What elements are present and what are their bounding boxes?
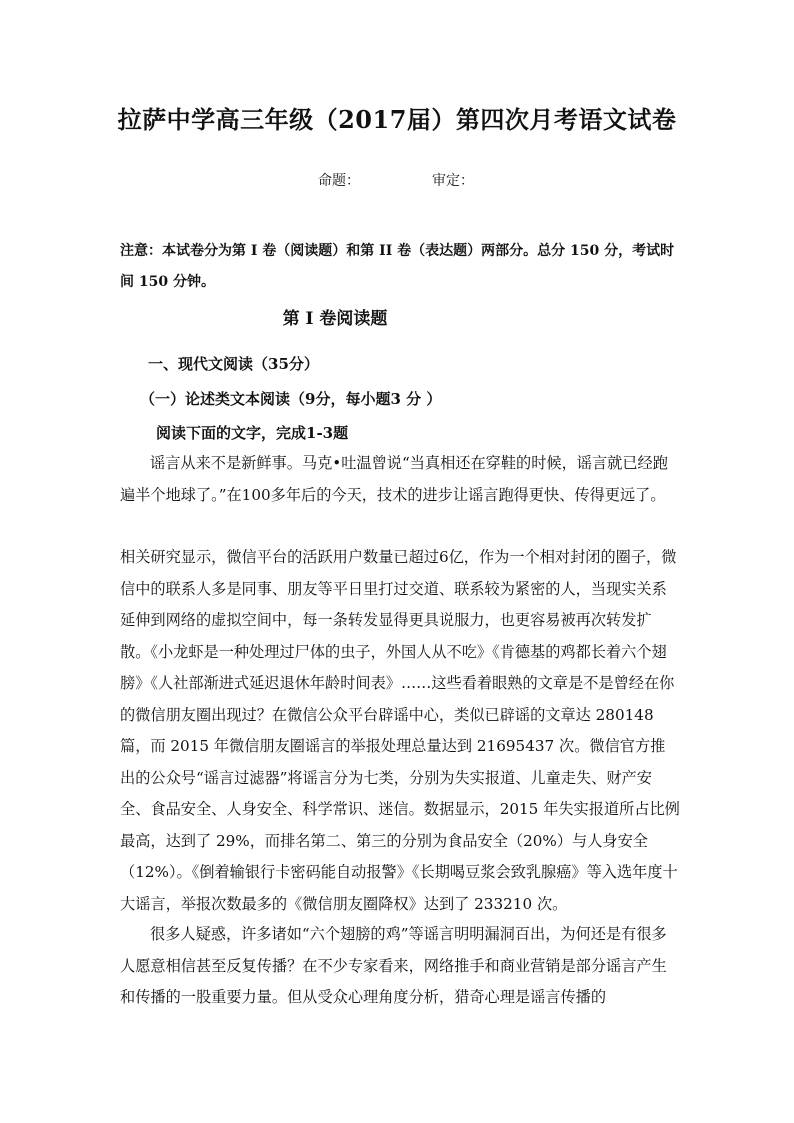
- exam-notice: 注意：本试卷分为第 I 卷（阅读题）和第 II 卷（表达题）两部分。总分 150 分，考试时间 150 分钟。: [120, 243, 675, 290]
- reviewer-label: 审定：: [432, 173, 474, 189]
- paragraph-1: 谣言从来不是新鲜事。马克•吐温曾说“当真相还在穿鞋的时候，谣言就已经跑遍半个地球了。”在100多年后的今天，技术的进步让谣言跑得更快、传得更远了。: [120, 454, 668, 504]
- part1-heading: 一、现代文阅读（35分）: [148, 355, 319, 373]
- section-title: 第 I 卷阅读题: [282, 309, 388, 329]
- paragraph-2: 相关研究显示，微信平台的活跃用户数量已超过6亿，作为一个相对封闭的圈子，微信中的联系人多是同事、朋友等平日里打过交道、联系较为紧密的人，当现实关系延伸到网络的虚拟空间中，每一条转发显得更具说服力，也更容易被再次转发扩散。《小龙虾是一种处理过尸体的虫子，外国人从不吃》《肯德基的鸡都长着六个翅膀》《人社部渐进式延迟退休年龄时间表》……这些看着眼熟的文章是不是曾经在你的微信朋友圈出现过？在微信公众平台辟谣中心，类似已辟谣的文章达 280148 篇，而 2015 年微信朋友圈谣言的举报处理总量达到 21695437 次。微信官方推出的公众号“谣言过滤器”将谣言分为七类，分别为失实报道、儿童走失、财产安全、食品安全、人身安全、科学常识、迷信。数据显示，2015 年失实报道所占比例最高，达到了 29%，而排名第二、第三的分别为食品安全（20%）与人身安全（12%）。《倒着输银行卡密码能自动报警》《长期喝豆浆会致乳腺癌》等入选年度十大谣言，举报次数最多的《微信朋友圈降权》达到了 233210 次。: [120, 548, 680, 913]
- exam-title: 拉萨中学高三年级（2017届）第四次月考语文试卷: [117, 105, 677, 134]
- part1-sub-heading: （一）论述类文本阅读（9分，每小题3 分 ）: [140, 390, 442, 408]
- reading-instruction: 阅读下面的文字，完成1-3题: [156, 424, 349, 442]
- author-label: 命题：: [318, 173, 360, 189]
- paragraph-3: 很多人疑惑，许多诸如“六个翅膀的鸡”等谣言明明漏洞百出，为何还是有很多人愿意相信甚至反复传播？在不少专家看来，网络推手和商业营销是部分谣言产生和传播的一股重要力量。但从受众心理角度分析，猎奇心理是谣言传播的: [120, 925, 667, 1006]
